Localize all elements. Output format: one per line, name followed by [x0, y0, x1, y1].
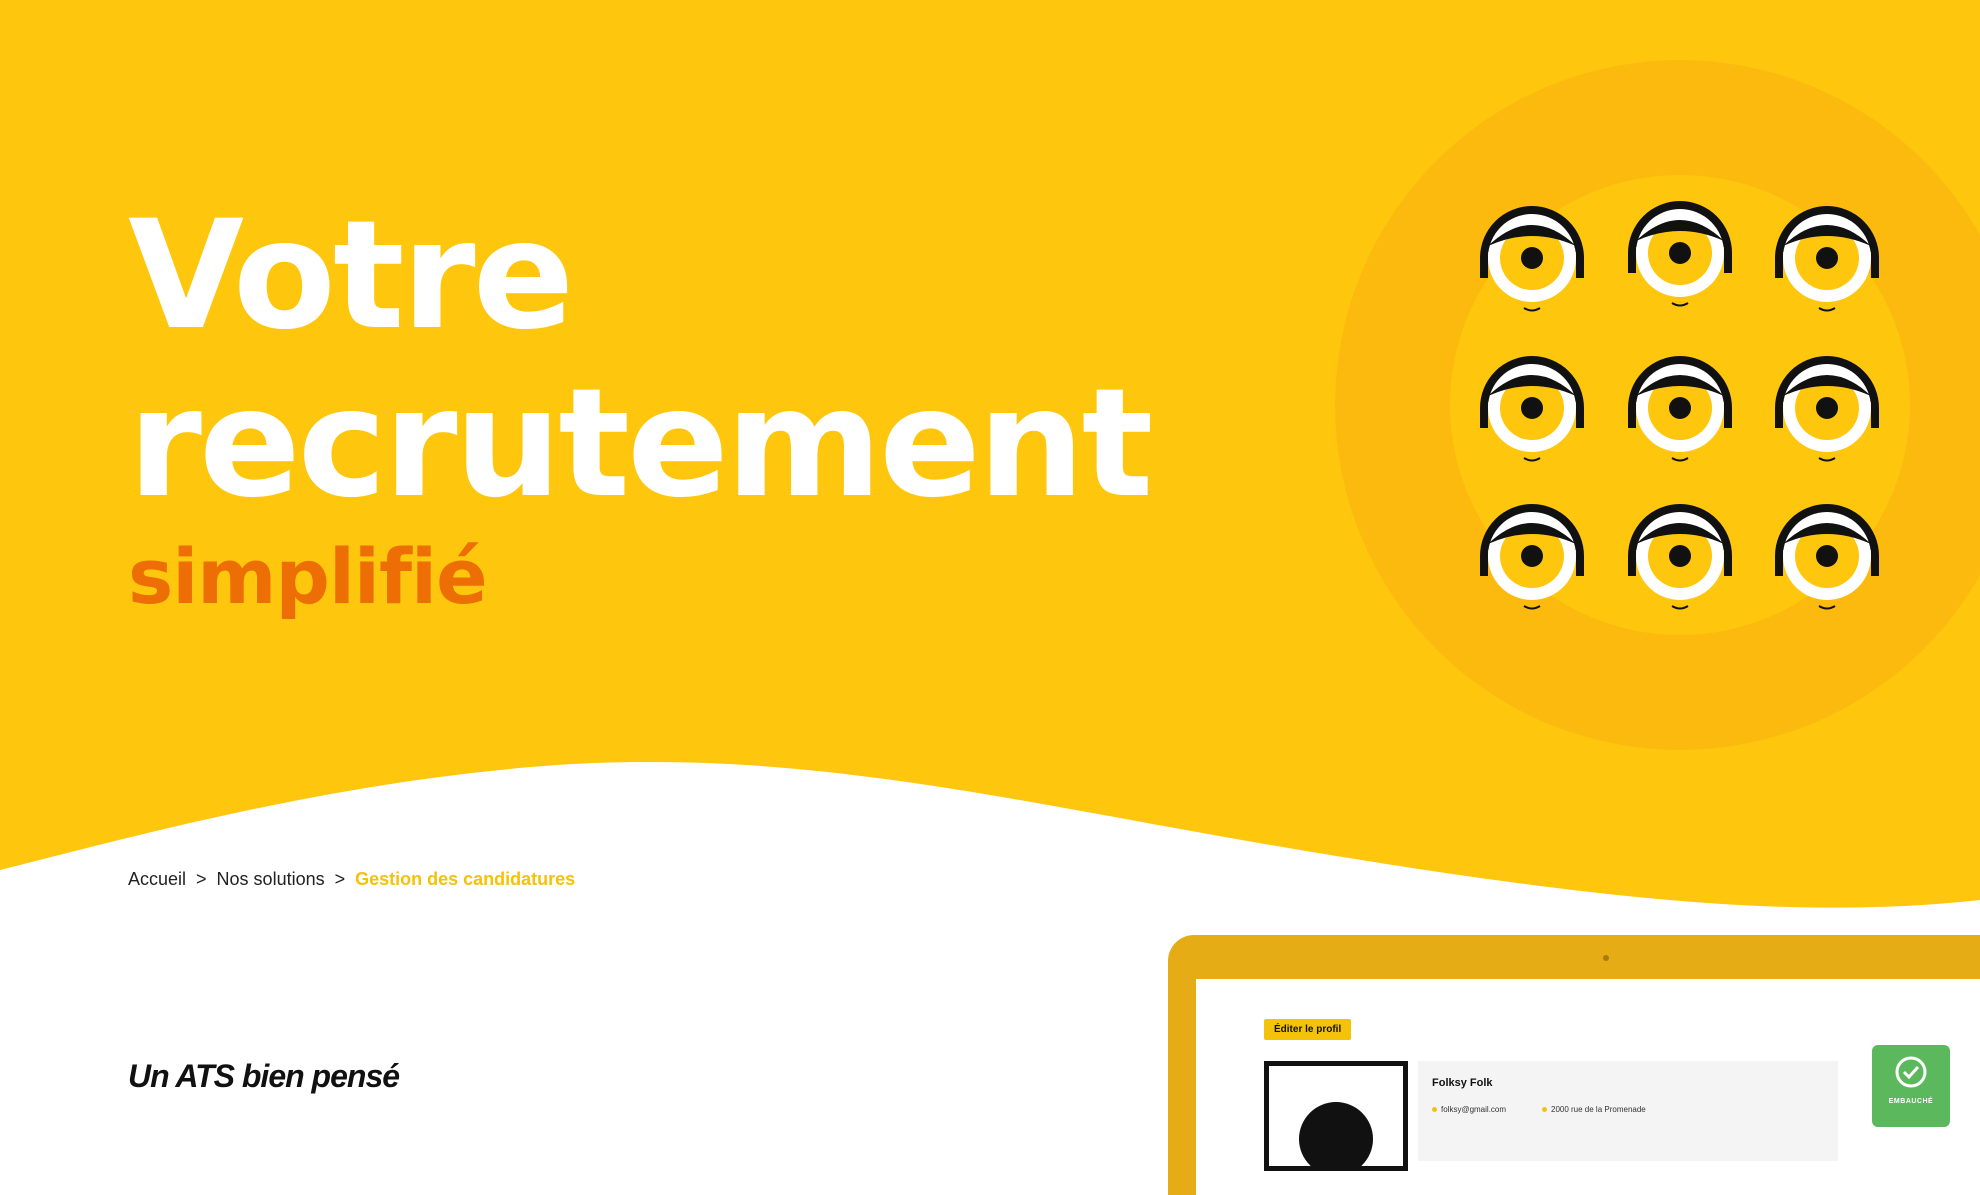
breadcrumb [128, 869, 575, 890]
section-title: Un ATS bien pensé [128, 1058, 400, 1094]
candidate-email: folksy@gmail.com [1432, 1105, 1506, 1114]
check-circle-icon [1894, 1055, 1928, 1089]
breadcrumb-solutions-link[interactable]: Nos solutions [216, 869, 325, 889]
hero-title-accent: simplifié [128, 532, 487, 621]
hired-status-badge [1872, 1045, 1950, 1127]
breadcrumb-current: Gestion des candidatures [355, 869, 576, 889]
hero-title-line-1: Votre [128, 189, 572, 363]
candidate-photo [1264, 1061, 1408, 1171]
hired-status-label: EMBAUCHÉ [1888, 1098, 1934, 1105]
laptop-camera [1603, 955, 1609, 961]
laptop-screen [1196, 979, 1980, 1195]
candidate-profile-card [1418, 1061, 1838, 1161]
breadcrumb-home-link[interactable]: Accueil [128, 869, 187, 889]
edit-profile-button[interactable]: Éditer le profil [1264, 1019, 1351, 1040]
hero-title-line-2: recrutement [128, 357, 1151, 531]
candidate-avatars-illustration [1330, 60, 1980, 760]
chevron-right-icon: > [334, 869, 346, 889]
candidate-address: 2000 rue de la Promenade [1542, 1105, 1646, 1114]
chevron-right-icon: > [196, 869, 207, 889]
laptop-mockup [1168, 935, 1980, 1195]
candidate-name: Folksy Folk [1432, 1077, 1493, 1089]
hero-title [128, 189, 1151, 622]
